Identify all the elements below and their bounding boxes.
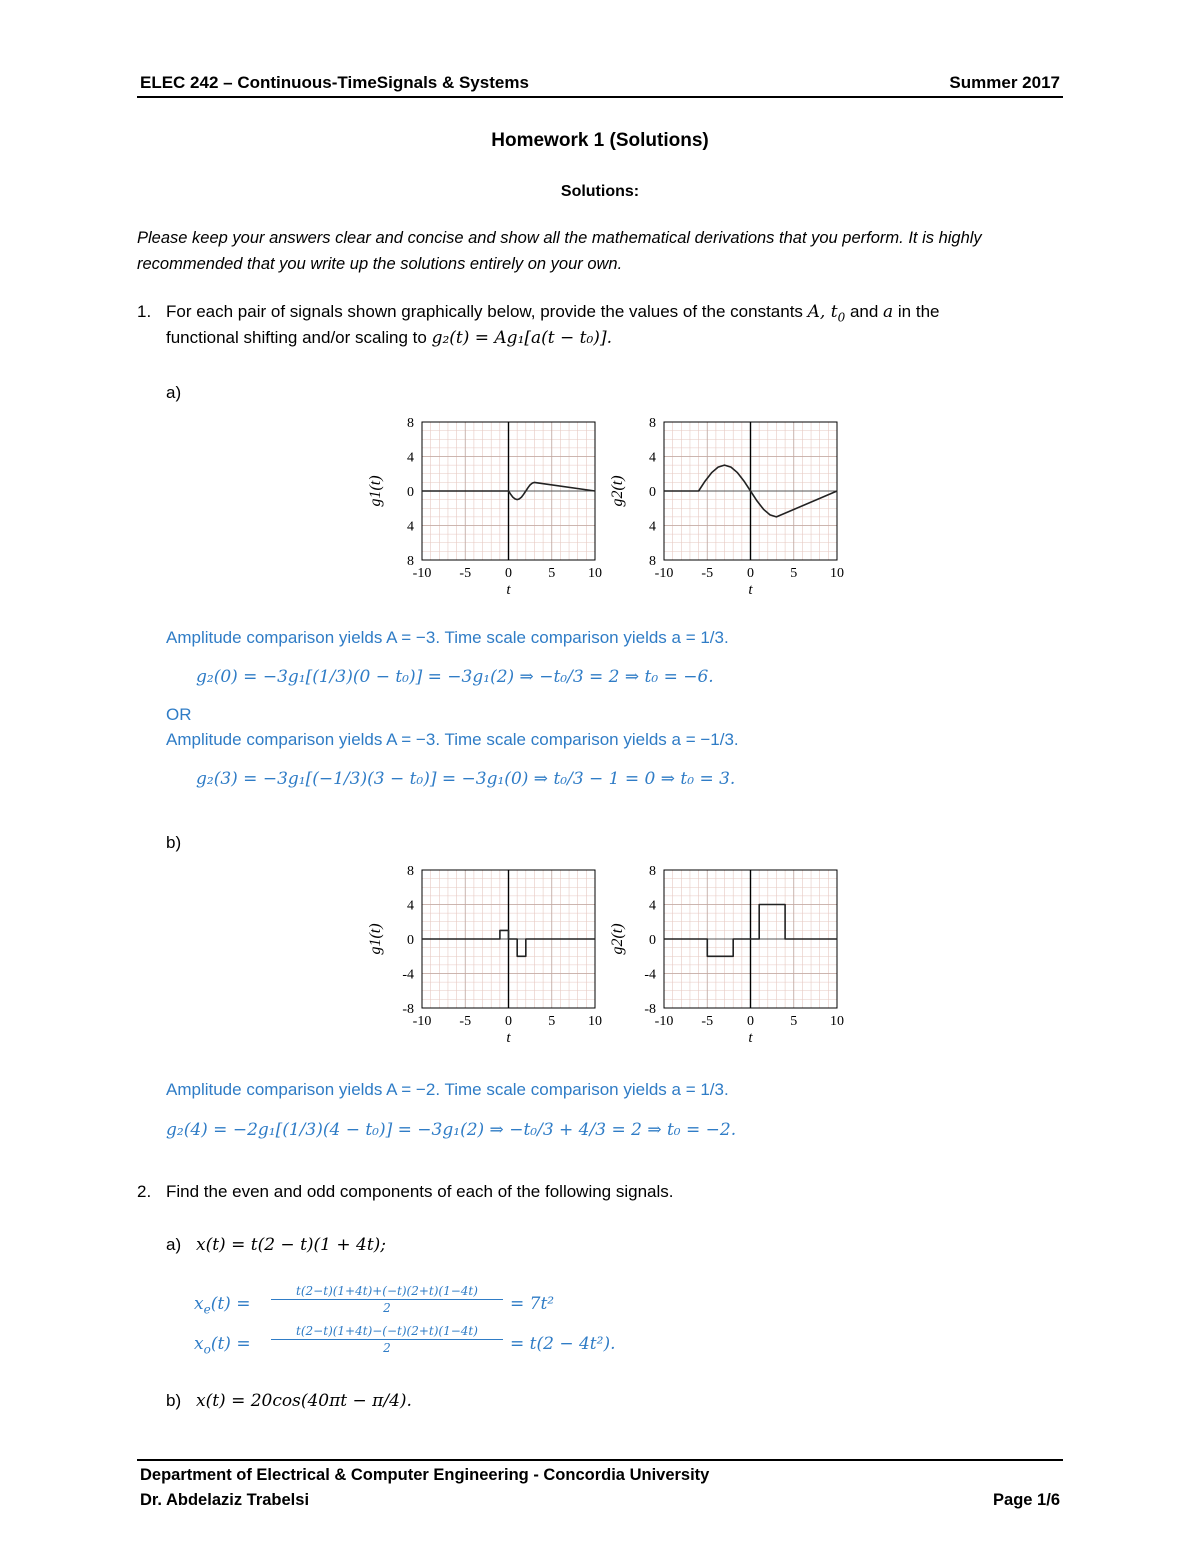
y-tick-label: 8: [407, 554, 414, 569]
y-tick-label: 4: [407, 519, 414, 535]
q1-number: 1.: [137, 302, 152, 321]
xo-denominator: 2: [383, 1341, 391, 1355]
page-number: Page 1/6: [993, 1491, 1060, 1509]
x-tick-label: 10: [588, 566, 602, 581]
y-tick-label: -4: [644, 967, 656, 983]
y-tick-label: -4: [402, 967, 414, 983]
y-tick-label: 8: [649, 416, 656, 431]
q2-number: 2.: [137, 1182, 152, 1201]
q2-part-a: a): [166, 1235, 182, 1254]
q1-formula: g₂(t) = Ag₁[a(t − t₀)].: [431, 328, 612, 348]
x-axis-label: t: [748, 582, 753, 598]
q2-text: Find the even and odd components of each of the following signals.: [166, 1182, 674, 1201]
xo-subscript: o: [203, 1342, 211, 1357]
y-tick-label: 8: [407, 864, 414, 879]
x-tick-label: 0: [505, 1014, 512, 1029]
q1a-solution-2: Amplitude comparison yields A = −3. Time scale comparison yields a = −1/3.: [166, 730, 739, 749]
y-tick-label: 4: [649, 898, 656, 914]
xo-fraction-bar: [271, 1339, 503, 1340]
xe-fraction: [271, 1284, 503, 1315]
x-tick-label: 10: [588, 1014, 602, 1029]
course-title: ELEC 242 – Continuous-TimeSignals & Systems: [140, 73, 529, 92]
q1a-equation-2: g₂(3) = −3g₁[(−1/3)(3 − t₀)] = −3g₁(0) ⇒ t₀/3 − 1 = 0 ⇒ t₀ = 3.: [196, 769, 736, 789]
q1-line1: [166, 302, 939, 324]
q2a-signal: x(t) = t(2 − t)(1 + 4t);: [196, 1235, 387, 1255]
x-tick-label: 0: [747, 1014, 754, 1029]
y-tick-label: 0: [649, 933, 656, 948]
xe-symbol: x: [194, 1294, 204, 1314]
x-tick-label: -5: [459, 566, 472, 581]
x-axis-label: t: [748, 1030, 753, 1046]
x-axis-label: t: [506, 582, 511, 598]
x-tick-label: -5: [701, 566, 714, 581]
q1b-equation: g₂(4) = −2g₁[(1/3)(4 − t₀)] = −3g₁(2) ⇒ −t₀/3 + 4/3 = 2 ⇒ t₀ = −2.: [166, 1120, 737, 1140]
y-tick-label: 0: [649, 485, 656, 500]
x-tick-label: 10: [830, 566, 844, 581]
xo-symbol: x: [194, 1334, 204, 1354]
y-tick-label: 8: [407, 416, 414, 431]
q1-line2: [166, 328, 612, 348]
department: Department of Electrical & Computer Engineering - Concordia University: [140, 1466, 710, 1484]
y-tick-label: 4: [407, 898, 414, 914]
y-tick-label: 0: [407, 933, 414, 948]
y-axis-label: g1(t): [367, 923, 384, 955]
q1b-solution: Amplitude comparison yields A = −2. Time scale comparison yields a = 1/3.: [166, 1080, 729, 1099]
y-tick-label: 0: [407, 485, 414, 500]
x-tick-label: 0: [505, 566, 512, 581]
x-tick-label: 5: [790, 1014, 798, 1029]
plot-a-g2: [602, 408, 852, 600]
author: Dr. Abdelaziz Trabelsi: [140, 1491, 310, 1509]
page-title: Homework 1 (Solutions): [491, 130, 709, 151]
x-tick-label: -10: [654, 566, 674, 581]
q1-and: and: [845, 302, 884, 321]
y-tick-label: -8: [402, 1002, 414, 1017]
plot-b-g2: [602, 856, 852, 1048]
x-tick-label: -10: [654, 1014, 674, 1029]
xe-subscript: e: [203, 1302, 211, 1317]
xe-numerator: t(2−t)(1+4t)+(−t)(2+t)(1−4t): [296, 1284, 478, 1298]
y-axis-label: g2(t): [609, 923, 626, 955]
xo-result: = t(2 − 4t²).: [510, 1334, 616, 1354]
x-tick-label: 10: [830, 1014, 844, 1029]
q1-var-a: a: [883, 302, 894, 322]
y-axis-label: g1(t): [367, 475, 384, 507]
y-tick-label: 4: [649, 450, 656, 466]
x-tick-label: 5: [548, 566, 556, 581]
y-tick-label: 8: [649, 864, 656, 879]
q1-line1-pre: For each pair of signals shown graphically below, provide the values of the constants: [166, 302, 808, 321]
solutions-label: Solutions:: [560, 183, 640, 200]
x-tick-label: -10: [412, 1014, 432, 1029]
q2-part-b: b): [166, 1391, 182, 1410]
q1-line2-pre: functional shifting and/or scaling to: [166, 328, 432, 347]
q1-part-b: b): [166, 833, 182, 852]
y-tick-label: -8: [644, 1002, 656, 1017]
xe-denominator: 2: [383, 1301, 391, 1315]
y-tick-label: 4: [649, 519, 656, 535]
q1-line1-post: in the: [893, 302, 940, 321]
footer-rule: [137, 1459, 1063, 1461]
q1-var-sub: 0: [837, 310, 846, 325]
x-tick-label: -10: [412, 566, 432, 581]
intro-text: Please keep your answers clear and concise and show all the mathematical derivations that you perform. It is highly recommended that you write up the solutions entirely on your own.: [137, 229, 982, 273]
xe-lhs: $x_e(t)$ =: [194, 1294, 251, 1317]
q1a-solution-1: Amplitude comparison yields A = −3. Time scale comparison yields a = 1/3.: [166, 628, 729, 647]
plot-a-g1: [360, 408, 610, 600]
xo-lhs: $x_o(t)$ =: [194, 1334, 251, 1357]
q1-vars: A, t: [807, 302, 838, 322]
y-tick-label: 8: [649, 554, 656, 569]
y-tick-label: 4: [407, 450, 414, 466]
x-tick-label: 5: [790, 566, 798, 581]
x-tick-label: -5: [459, 1014, 472, 1029]
x-axis-label: t: [506, 1030, 511, 1046]
q1a-or: OR: [166, 705, 192, 724]
term: Summer 2017: [949, 73, 1060, 92]
x-tick-label: 0: [747, 566, 754, 581]
y-axis-label: g2(t): [609, 475, 626, 507]
header-rule: [137, 96, 1063, 98]
q1-part-a: a): [166, 383, 182, 402]
x-tick-label: 5: [548, 1014, 556, 1029]
plot-b-g1: [360, 856, 610, 1048]
xe-fraction-bar: [271, 1299, 503, 1300]
xo-numerator: t(2−t)(1+4t)−(−t)(2+t)(1−4t): [296, 1324, 478, 1338]
q2b-signal: x(t) = 20cos(40πt − π/4).: [196, 1391, 412, 1411]
xo-fraction: [271, 1324, 503, 1355]
q1a-equation-1: g₂(0) = −3g₁[(1/3)(0 − t₀)] = −3g₁(2) ⇒ −t₀/3 = 2 ⇒ t₀ = −6.: [196, 667, 714, 687]
xe-result: = 7t²: [510, 1294, 555, 1314]
x-tick-label: -5: [701, 1014, 714, 1029]
